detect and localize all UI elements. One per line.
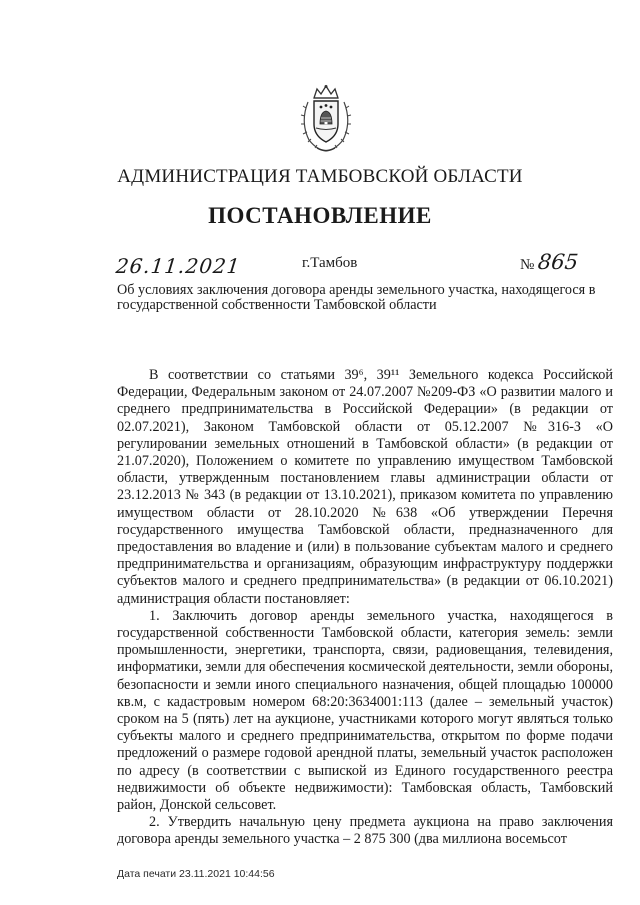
body-paragraph-item-2: 2. Утвердить начальную цену предмета аукциона на право заключения договора аренды земельного участка – 2 875 300 (два миллиона восемьсот xyxy=(117,814,613,848)
document-body xyxy=(117,367,613,849)
city-label: г.Тамбов xyxy=(302,255,358,271)
body-paragraph-preamble: В соответствии со статьями 39⁶, 39¹¹ Земельного кодекса Российской Федерации, Федеральным законом от 24.07.2007 №209-ФЗ «О развитии малого и среднего предпринимательства в Российской Федерации» (в редакции от 02.07.2021), Законом Тамбовской области от 05.12.2007 №316-З «О регулировании земельных отношений в Тамбовской области» (в редакции от 21.07.2020), Положением о комитете по управлению имуществом Тамбовской области, утвержденным постановлением главы администрации области от 23.12.2013 № 343 (в редакции от 13.10.2021), приказом комитета по управлению имуществом области от 28.10.2020 №638 «Об утверждении Перечня государственного имущества Тамбовской области, предназначенного для предоставления во владение и (или) в пользование субъектам малого и среднего предпринимательства и организациям, образующим инфраструктуру поддержки субъектов малого и среднего предпринимательства» (в редакции от 06.10.2021) администрация области постановляет: xyxy=(117,367,613,607)
body-paragraph-item-1: 1. Заключить договор аренды земельного участка, находящегося в государственной собственности Тамбовской области, категория земель: земли промышленности, энергетики, транспорта, связи, радиовещания, телевидения, информатики, земли для обеспечения космической деятельности, земли обороны, безопасности и земли иного специального назначения, общей площадью 100000 кв.м, с кадастровым номером 68:20:3634001:113 (далее – земельный участок) сроком на 5 (пять) лет на аукционе, участниками которого могут являться только субъекты малого и среднего предпринимательства, открытом по форме подачи предложений о размере годовой арендной платы, земельный участок расположен по адресу (в соответствии с выпиской из Единого государственного реестра недвижимости об объекте недвижимости): Тамбовская область, Тамбовский район, Донской сельсовет. xyxy=(117,607,613,814)
number-sign: № xyxy=(520,257,535,273)
organization-name: АДМИНИСТРАЦИЯ ТАМБОВСКОЙ ОБЛАСТИ xyxy=(117,166,523,187)
document-number xyxy=(520,250,578,274)
handwritten-date: 26.11.2021 xyxy=(114,254,242,278)
document-type-heading: ПОСТАНОВЛЕНИЕ xyxy=(208,203,432,228)
document-subject: Об условиях заключения договора аренды земельного участка, находящегося в государственной собственности Тамбовской области xyxy=(117,282,596,313)
print-date-footer: Дата печати 23.11.2021 10:44:56 xyxy=(117,868,275,880)
handwritten-number: 865 xyxy=(537,250,580,274)
coat-of-arms-emblem xyxy=(297,84,355,154)
